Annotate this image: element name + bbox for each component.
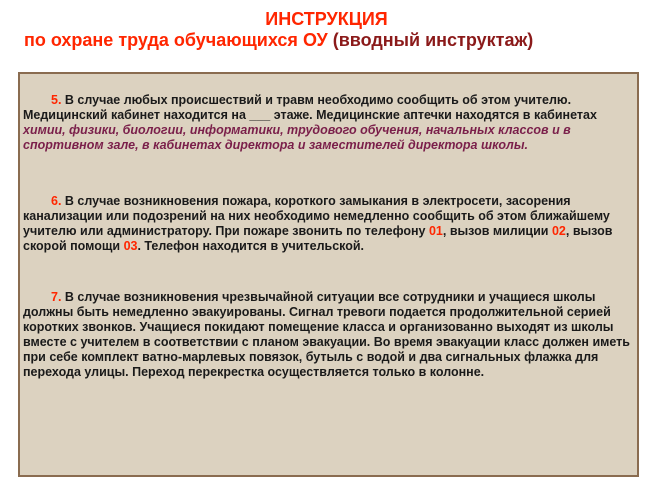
ambulance-phone-number: 03 — [123, 239, 138, 253]
paragraph-7 — [23, 290, 635, 380]
paragraph-7-number: 7. — [51, 290, 62, 304]
paragraph-6 — [23, 194, 635, 254]
paragraph-6-number: 6. — [51, 194, 62, 208]
paragraph-6-text-2: , вызов милиции — [442, 224, 552, 238]
document-subtitle — [24, 29, 644, 51]
paragraph-5-text: В случае любых происшествий и травм необходимо сообщить об этом учителю. Медицинский кабинет находится на ___ этаже. Медицинские аптечки находятся в кабинетах — [23, 93, 597, 122]
paragraph-5-locations: химии, физики, биологии, информатики, трудового обучения, начальных классов и в спортивном зале, в кабинетах директора и заместителей директора школы. — [23, 123, 571, 152]
paragraph-6-text-3: , вызов скорой помощи — [23, 224, 613, 253]
police-phone-number: 02 — [551, 224, 566, 238]
fire-phone-number: 01 — [428, 224, 443, 238]
paragraph-5 — [23, 93, 635, 153]
paragraph-7-text: В случае возникновения чрезвычайной ситуации все сотрудники и учащиеся школы должны быть немедленно эвакуированы. Сигнал тревоги подается продолжительной серией коротких звонков. Учащиеся покидают помещение класса и организованно выходят из школы вместе с учителем в соответствии с планом эвакуации. Во время эвакуации класс должен иметь при себе комплект ватно-марлевых повязок, бутыль с водой и два сигнальных флажка для перехода улицы. Переход перекрестка осуществляется только в колонне. — [23, 290, 630, 379]
paragraph-6-text-4: . Телефон находится в учительской. — [137, 239, 365, 253]
paragraph-5-number: 5. — [51, 93, 62, 107]
subtitle-parenthetical: (вводный инструктаж) — [332, 30, 534, 50]
subtitle-main: по охране труда обучающихся ОУ — [24, 30, 333, 50]
document-title: ИНСТРУКЦИЯ — [265, 9, 388, 29]
paragraph-6-text: В случае возникновения пожара, короткого замыкания в электросети, засорения канализации или подозрений на них необходимо немедленно сообщить об этом ближайшему учителю или администратору. При пожаре звонить по телефону — [23, 194, 610, 238]
